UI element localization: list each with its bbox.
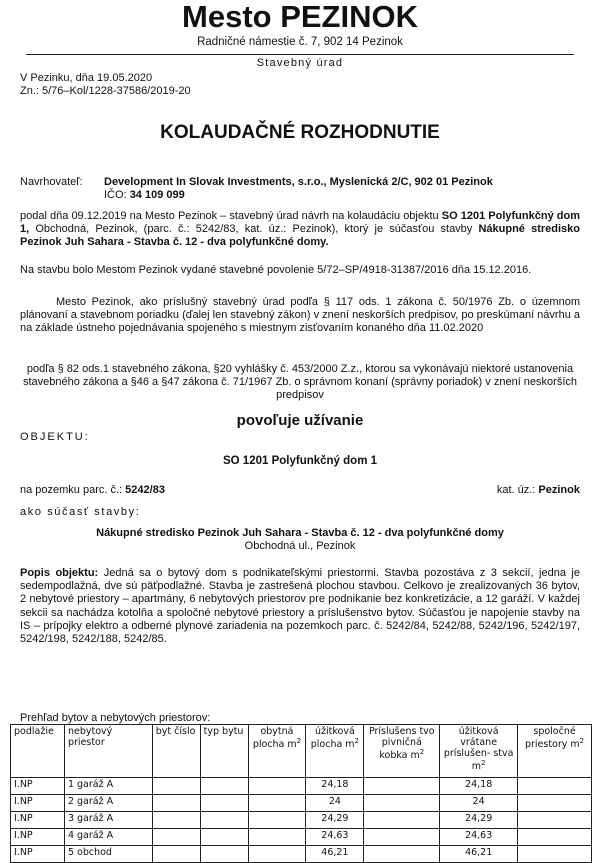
table-row — [11, 778, 592, 795]
paragraph-application — [20, 210, 580, 250]
reference-number: Zn.: 5/76–Kol/1228-37586/2019-20 — [20, 85, 191, 97]
cell-total: 24,29 — [440, 812, 518, 829]
street-address: Obchodná ul., Pezinok — [244, 540, 356, 552]
place-date: V Pezinku, dňa 19.05.2020 — [20, 72, 153, 84]
col-flat-type: typ bytu — [200, 725, 248, 778]
cell-floor: I.NP — [11, 778, 65, 795]
object-name: SO 1201 Polyfunkčný dom 1 — [222, 455, 378, 467]
cell-floor: I.NP — [11, 795, 65, 812]
col-floor: podlažie — [11, 725, 65, 778]
ico-label: IČO: — [104, 189, 127, 201]
cell-cellar — [364, 812, 440, 829]
cell-type — [200, 829, 248, 846]
part-of-label: ako súčasť stavby: — [20, 506, 141, 518]
applicant-label: Navrhovateľ: — [20, 176, 83, 188]
town-address: Radničné námestie č. 7, 902 14 Pezinok — [197, 36, 403, 48]
cadastre-value: Pezinok — [538, 484, 580, 496]
cell-usable: 24,18 — [306, 778, 364, 795]
cell-living — [248, 795, 306, 812]
cell-type — [200, 846, 248, 863]
cell-common — [518, 829, 592, 846]
col-unit: nebytový priestor — [64, 725, 152, 778]
cell-total: 24,18 — [440, 778, 518, 795]
cell-living — [248, 846, 306, 863]
cell-common — [518, 778, 592, 795]
cell-cellar — [364, 829, 440, 846]
town-heading: Mesto PEZINOK — [182, 0, 418, 34]
table-header-row — [11, 725, 592, 778]
cell-floor: I.NP — [11, 846, 65, 863]
cell-usable: 24 — [306, 795, 364, 812]
document-title: KOLAUDAČNÉ ROZHODNUTIE — [160, 122, 440, 143]
applicant-ico — [104, 189, 185, 202]
cell-usable: 46,21 — [306, 846, 364, 863]
cell-common — [518, 812, 592, 829]
cell-living — [248, 812, 306, 829]
cell-living — [248, 829, 306, 846]
cell-floor: I.NP — [11, 812, 65, 829]
object-description — [20, 567, 580, 646]
table-row — [11, 846, 592, 863]
cell-flat — [152, 812, 200, 829]
cell-unit: 3 garáž A — [64, 812, 152, 829]
cell-usable: 24,63 — [306, 829, 364, 846]
cell-unit: 1 garáž A — [64, 778, 152, 795]
cell-cellar — [364, 846, 440, 863]
cell-common — [518, 795, 592, 812]
table-row — [11, 829, 592, 846]
description-text: Jedná sa o bytový dom s podnikateľskými priestormi. Stavba pozostáva z 3 sekcií, jedna je sedempodlažná, dve sú päťpodlažné. Stavba je zastrešená plochou stavbou. Celkovo je zrealizovaných 36 bytov, 2 nebytové priestory – apartmány, 6 nebytových priestorov pre podnikanie bez konkretizácie, a 12 garáží. V každej sekcii sa nachádza kotolňa a spoločné nebytové priestory a príslušenstvo bytov. Súčasťou je napojenie stavby na IS – prípojky elektro a odberné plynové zariadenia na pozemkoch parc. č. 5242/84, 5242/88, 5242/196, 5242/197, 5242/198, 5242/188, 5242/85. — [20, 567, 580, 646]
paragraph-authority: Mesto Pezinok, ako príslušný stavebný úrad podľa § 117 ods. 1 zákona č. 50/1976 Zb. o územnom plánovaní a stavebnom poriadku (ďalej len stavebný zákon) v znení neskorších predpisov, po preskúmaní návrhu a na základe ústneho pojednávania spojeného s miestnym zisťovaním konaného dňa 11.02.2020 — [20, 296, 580, 335]
p1-text-2: Obchodná, Pezinok, (parc. č.: 5242/83, kat. úz.: Pezinok), ktorý je súčasťou stavby — [29, 223, 479, 236]
cell-unit: 4 garáž A — [64, 829, 152, 846]
header-divider — [26, 54, 574, 55]
cell-floor: I.NP — [11, 829, 65, 846]
table-row — [11, 812, 592, 829]
col-common-area: spoločné priestory $m^2$ — [518, 725, 592, 778]
cell-common — [518, 846, 592, 863]
cadastre-label: kat. úz.: — [496, 484, 536, 496]
parcel-label: na pozemku parc. č.: — [20, 484, 123, 496]
description-label: Popis objektu: — [20, 567, 99, 579]
cell-cellar — [364, 778, 440, 795]
cadastre-line — [497, 484, 580, 497]
cell-unit: 5 obchod — [64, 846, 152, 863]
cell-type — [200, 795, 248, 812]
complex-name: Nákupné stredisko Pezinok Juh Sahara - Stavba č. 12 - dva polyfunkčné domy — [96, 527, 504, 539]
cell-total: 46,21 — [440, 846, 518, 863]
object-label: OBJEKTU: — [20, 431, 90, 443]
cell-cellar — [364, 795, 440, 812]
col-total-area: úžitková vrátane príslušen- stva $m^2$ — [440, 725, 518, 778]
col-cellar: Príslušens tvo pivničná kobka $m^2$ — [364, 725, 440, 778]
cell-total: 24 — [440, 795, 518, 812]
paragraph-permit: Na stavbu bolo Mestom Pezinok vydané stavebné povolenie 5/72–SP/4918-31387/2016 dňa 15.12.2016. — [20, 264, 532, 276]
cell-usable: 24,29 — [306, 812, 364, 829]
decision-heading: povoľuje užívanie — [236, 412, 364, 429]
cell-unit: 2 garáž A — [64, 795, 152, 812]
ico-value: 34 109 099 — [129, 189, 185, 201]
cell-flat — [152, 778, 200, 795]
cell-total: 24,63 — [440, 829, 518, 846]
paragraph-legal-basis: podľa § 82 ods.1 stavebného zákona, §20 vyhlášky č. 453/2000 Z.z., ktorou sa vykonávajú niektoré ustanovenia stavebného zákona a §46 a §47 zákona č. 71/1967 Zb. o správnom konaní (správny poriadok) v znení neskorších predpisov — [22, 363, 577, 402]
table-row — [11, 795, 592, 812]
cell-type — [200, 778, 248, 795]
cell-flat — [152, 829, 200, 846]
applicant-name: Development In Slovak Investments, s.r.o., Myslenická 2/C, 902 01 Pezinok — [104, 176, 493, 188]
office-name: Stavebný úrad — [256, 57, 344, 69]
cell-type — [200, 812, 248, 829]
parcel-number: 5242/83 — [125, 484, 165, 496]
col-usable-area: úžitková plocha $m^2$ — [306, 725, 364, 778]
p1-object: SO 1201 Polyfunkčný dom 1, — [20, 210, 580, 236]
cell-flat — [152, 846, 200, 863]
parcel-line — [20, 484, 165, 497]
col-living-area: obytná plocha $m^2$ — [248, 725, 306, 778]
table-caption: Prehľad bytov a nebytových priestorov: — [20, 712, 211, 724]
p1-complex: Nákupné stredisko Pezinok Juh Sahara - Stavba č. 12 - dva polyfunkčné domy. — [20, 223, 580, 249]
col-flat-number: byt číslo — [152, 725, 200, 778]
cell-living — [248, 778, 306, 795]
cell-flat — [152, 795, 200, 812]
p1-text-1: podal dňa 09.12.2019 na Mesto Pezinok – stavebný úrad návrh na kolaudáciu objektu — [20, 210, 442, 222]
units-table — [10, 724, 592, 863]
